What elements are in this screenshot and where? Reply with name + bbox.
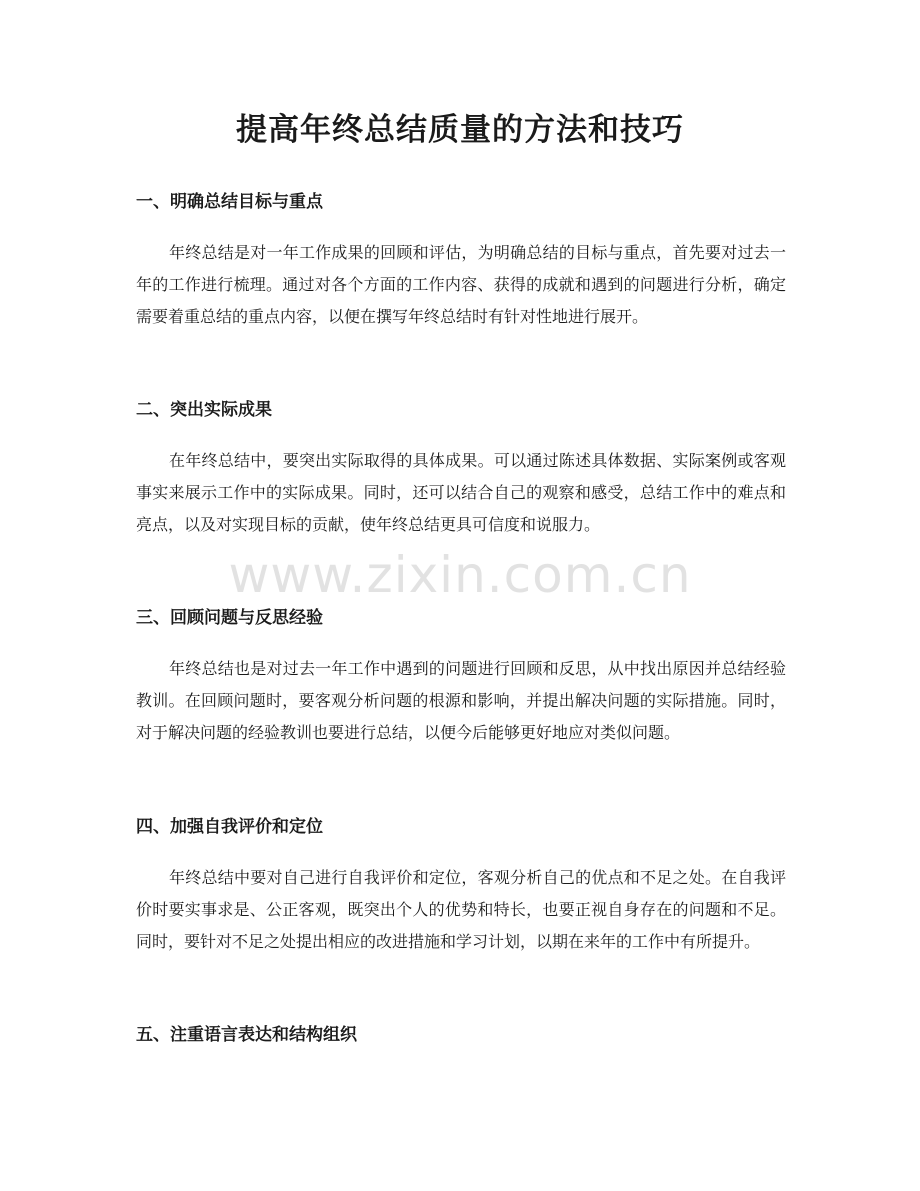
section-4 xyxy=(136,815,786,958)
watermark: www.zixin.com.cn xyxy=(228,546,692,604)
section-5 xyxy=(136,1023,786,1047)
section-2 xyxy=(136,398,786,541)
section-3 xyxy=(136,606,786,749)
section-1 xyxy=(136,190,786,333)
section-heading: 二、突出实际成果 xyxy=(136,400,272,420)
section-paragraph: 年终总结中要对自己进行自我评价和定位，客观分析自己的优点和不足之处。在自我评价时要实事求是、公正客观，既突出个人的优势和特长，也要正视自身存在的问题和不足。同时，要针对不足之处提出相应的改进措施和学习计划，以期在来年的工作中有所提升。 xyxy=(136,868,786,951)
section-heading: 三、回顾问题与反思经验 xyxy=(136,608,323,628)
section-paragraph: 年终总结也是对过去一年工作中遇到的问题进行回顾和反思，从中找出原因并总结经验教训。在回顾问题时，要客观分析问题的根源和影响，并提出解决问题的实际措施。同时，对于解决问题的经验教训也要进行总结，以便今后能够更好地应对类似问题。 xyxy=(136,659,786,742)
section-heading: 一、明确总结目标与重点 xyxy=(136,192,323,212)
document-title: 提高年终总结质量的方法和技巧 xyxy=(236,112,684,148)
section-paragraph: 在年终总结中，要突出实际取得的具体成果。可以通过陈述具体数据、实际案例或客观事实来展示工作中的实际成果。同时，还可以结合自己的观察和感受，总结工作中的难点和亮点，以及对实现目标的贡献，使年终总结更具可信度和说服力。 xyxy=(136,451,786,534)
section-heading: 四、加强自我评价和定位 xyxy=(136,817,323,837)
section-heading: 五、注重语言表达和结构组织 xyxy=(136,1025,357,1045)
section-paragraph: 年终总结是对一年工作成果的回顾和评估，为明确总结的目标与重点，首先要对过去一年的工作进行梳理。通过对各个方面的工作内容、获得的成就和遇到的问题进行分析，确定需要着重总结的重点内容，以便在撰写年终总结时有针对性地进行展开。 xyxy=(136,243,786,326)
